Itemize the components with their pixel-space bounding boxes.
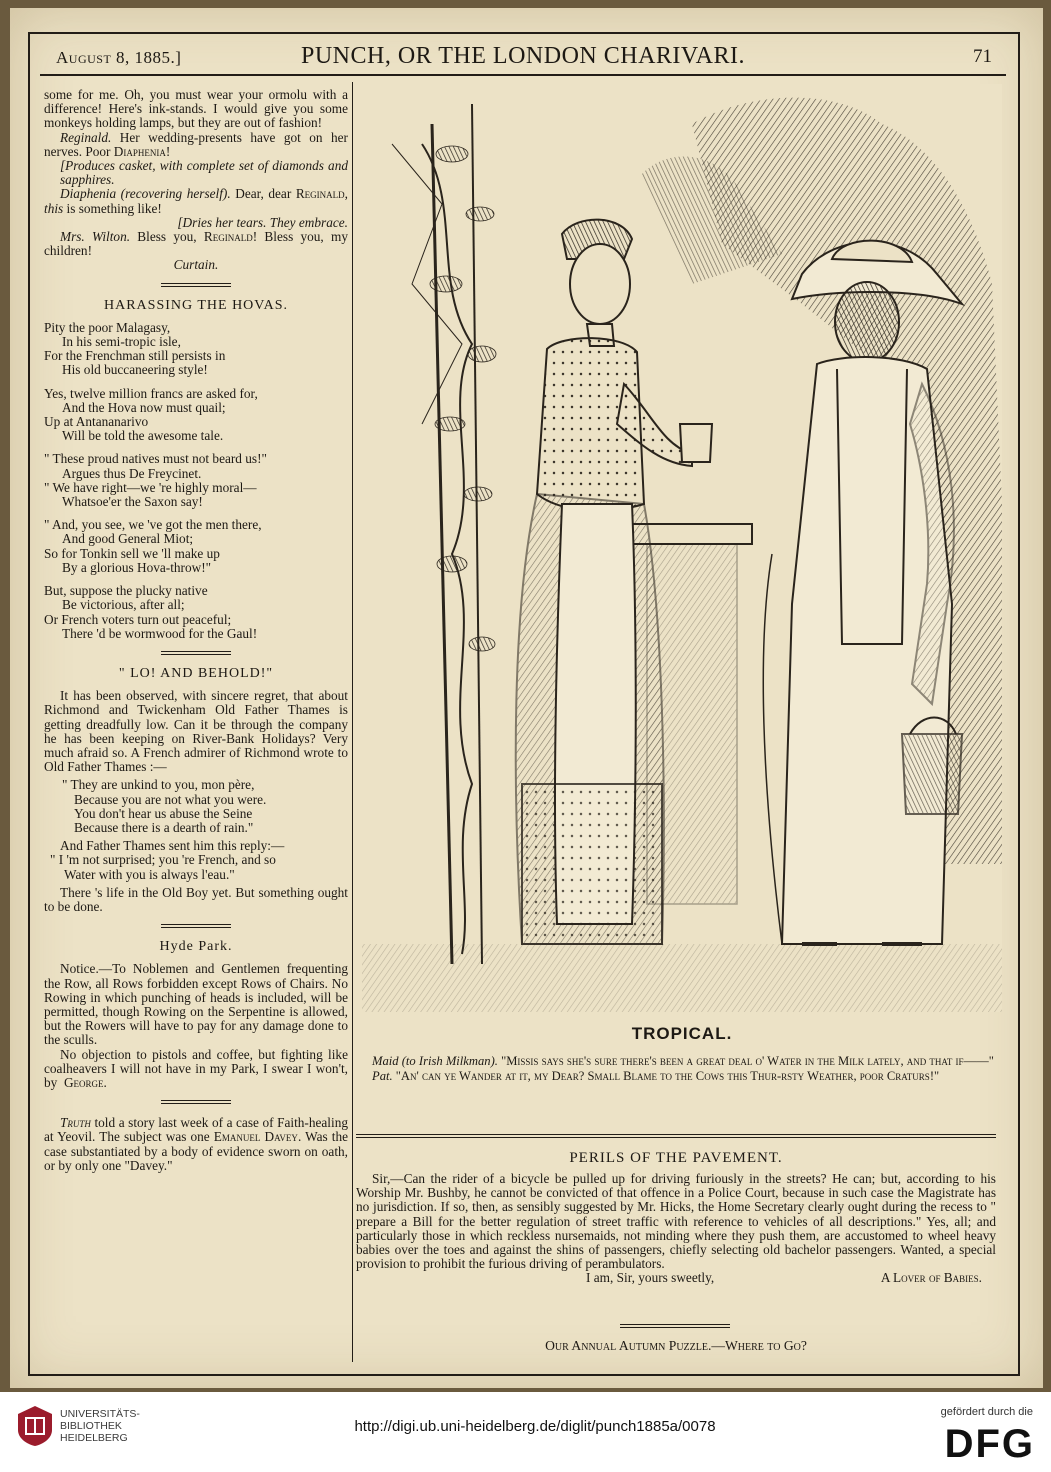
issue-date: August 8, 1885.] bbox=[56, 48, 182, 67]
poem bbox=[44, 853, 348, 881]
poem-line: But, suppose the plucky native bbox=[44, 583, 208, 599]
section-separator bbox=[161, 924, 231, 928]
caption-line: Pat. "An' can ye Wander at it, my Dear? Small Blame to the Cows this Thur-rsty Weather, poor Craturs!" bbox=[372, 1069, 940, 1083]
poem-line: For the Frenchman still persists in bbox=[44, 348, 226, 364]
library-name: UNIVERSITÄTS- BIBLIOTHEK HEIDELBERG bbox=[60, 1408, 140, 1444]
caption-line: Maid (to Irish Milkman). "Missis says she's sure there's been a great deal o' Water in the Milk lately, and that if——" bbox=[372, 1054, 994, 1068]
section-heading: PERILS OF THE PAVEMENT. bbox=[569, 1150, 783, 1166]
poem-line: Or French voters turn out peaceful; bbox=[44, 611, 232, 627]
section-separator bbox=[620, 1324, 730, 1328]
funding-note: gefördert durch die bbox=[940, 1406, 1033, 1418]
university-seal-icon bbox=[16, 1404, 54, 1448]
play-paragraph: some for me. Oh, you must wear your ormolu with a difference! Here's ink-stands. I would give you some monkeys holding lamps, but they are out of fashion! bbox=[44, 87, 348, 131]
section-heading: " LO! AND BEHOLD!" bbox=[118, 665, 274, 681]
poem bbox=[44, 321, 348, 641]
poem-line: Will be told the awesome tale. bbox=[62, 428, 224, 444]
viewer-footer bbox=[0, 1392, 1051, 1472]
poem-line: So for Tonkin sell we 'll make up bbox=[44, 545, 220, 561]
masthead bbox=[40, 40, 1006, 76]
poem-line: You don't hear us abuse the Seine bbox=[74, 805, 253, 821]
poem-line: Because there is a dearth of rain." bbox=[74, 819, 254, 835]
poem-line: " I 'm not surprised; you 're French, and so bbox=[50, 852, 276, 868]
article-paragraph: Sir,—Can the rider of a bicycle be pulled up for driving furiously in the streets? He can; but, according to his Worship Mr. Bushby, he cannot be convicted of that offence in a Police Court, because in such case the Magistrate has no jurisdiction. If so, then, as sensibly suggested by Mr. Hicks, the Home Secretary clearly ought during the recess to " prepare a Bill for the better regulation of street traffic with reference to vehicles of all descriptions." Yes, all; and particularly those in which reckless nursemaids, not minding where they push them, are accustomed to wheel heavy babies over the toes and against the shins of passengers, chiefly selecting old bachelor passengers. Wanted, a special provision to prohibit the furious driving of perambulators. bbox=[356, 1171, 996, 1272]
source-url-link[interactable]: http://digi.ub.uni-heidelberg.de/diglit/punch1885a/0078 bbox=[354, 1418, 716, 1435]
section-separator bbox=[161, 651, 231, 655]
dfg-logo: DFG bbox=[944, 1422, 1035, 1466]
section-heading: Hyde Park. bbox=[159, 939, 233, 955]
section-heading: HARASSING THE HOVAS. bbox=[103, 297, 288, 313]
poem-line: " We have right—we 're highly moral— bbox=[44, 479, 257, 495]
poem-line: Yes, twelve million francs are asked for, bbox=[44, 385, 258, 401]
poem-line: By a glorious Hova-throw!" bbox=[62, 559, 212, 575]
poem-line: His old buccaneering style! bbox=[62, 362, 208, 378]
poem-line: " They are unkind to you, mon père, bbox=[62, 777, 255, 793]
poem-line: Argues thus De Freycinet. bbox=[62, 465, 202, 481]
poem bbox=[44, 778, 348, 835]
play-paragraph: Diaphenia (recovering herself). Dear, dear Reginald, this is something like! bbox=[44, 186, 348, 216]
page-number: 71 bbox=[973, 46, 992, 67]
letter-signature bbox=[356, 1271, 996, 1285]
poem-line: Whatsoe'er the Saxon say! bbox=[62, 494, 203, 510]
poem-line: Be victorious, after all; bbox=[62, 597, 185, 613]
article-paragraph: There 's life in the Old Boy yet. But something ought to be done. bbox=[44, 884, 348, 914]
puzzle-line: Our Annual Autumn Puzzle.—Where to Go? bbox=[545, 1338, 807, 1353]
cartoon-illustration bbox=[362, 84, 1002, 1012]
poem-line: Water with you is always l'eau." bbox=[64, 866, 235, 882]
article-paragraph: Truth told a story last week of a case of Faith-healing at Yeovil. The subject was one Emanuel Davey. Was the case substantiated by a body of evidence sworn on oath, or by only one "Davey." bbox=[44, 1115, 348, 1173]
stage-direction: [Produces casket, with complete set of diamonds and sapphires. bbox=[60, 158, 348, 188]
publication-title: PUNCH, OR THE LONDON CHARIVARI. bbox=[301, 43, 745, 69]
column-divider bbox=[352, 82, 353, 1362]
article-paragraph: It has been observed, with sincere regret, that about Richmond and Twickenham Old Father Thames is getting dreadfully low. Can it be through the company he has been keeping on River-Bank Holidays? Very much afraid so. A French admirer of Richmond wrote to Old Father Thames :— bbox=[44, 688, 348, 775]
poem-line: And the Hova now must quail; bbox=[62, 399, 226, 415]
play-paragraph: Mrs. Wilton. Bless you, Reginald! Bless you, my children! bbox=[44, 229, 348, 259]
signature-name: A Lover of Babies. bbox=[880, 1270, 982, 1286]
signature-closing: I am, Sir, yours sweetly, bbox=[586, 1270, 715, 1286]
section-separator bbox=[161, 1100, 231, 1104]
horizontal-rule bbox=[356, 1134, 996, 1138]
poem-line: And good General Miot; bbox=[62, 531, 194, 547]
poem-line: There 'd be wormwood for the Gaul! bbox=[62, 625, 258, 641]
poem-line: Pity the poor Malagasy, bbox=[44, 319, 171, 335]
article-paragraph: No objection to pistols and coffee, but fighting like coalheavers I will not have in my Park, I swear I won't, by George. bbox=[44, 1046, 348, 1090]
article-paragraph: And Father Thames sent him this reply:— bbox=[60, 838, 285, 854]
stage-direction: [Dries her tears. They embrace. bbox=[177, 214, 348, 230]
poem-line: Because you are not what you were. bbox=[74, 791, 267, 807]
article-paragraph: Notice.—To Noblemen and Gentlemen frequenting the Row, all Rows forbidden except Rows of Chairs. No Rowing in which punching of heads is included, will be permitted, though Rowing on the Serpentine is allowed, but the Rowers will have to pay for any damage done to the sculls. bbox=[44, 961, 348, 1048]
poem-line: " And, you see, we 've got the men there, bbox=[44, 517, 262, 533]
poem-line: " These proud natives must not beard us!" bbox=[44, 451, 267, 467]
cartoon-title: TROPICAL. bbox=[631, 1024, 733, 1043]
play-paragraph: Reginald. Her wedding-presents have got on her nerves. Poor Diaphenia! bbox=[44, 129, 348, 159]
curtain-line: Curtain. bbox=[173, 257, 219, 273]
perils-letter bbox=[356, 1172, 996, 1286]
left-column bbox=[44, 88, 348, 1360]
cartoon-caption bbox=[356, 1054, 1002, 1084]
poem-line: In his semi-tropic isle, bbox=[62, 334, 181, 350]
poem-line: Up at Antananarivo bbox=[44, 414, 149, 430]
section-separator bbox=[161, 283, 231, 287]
